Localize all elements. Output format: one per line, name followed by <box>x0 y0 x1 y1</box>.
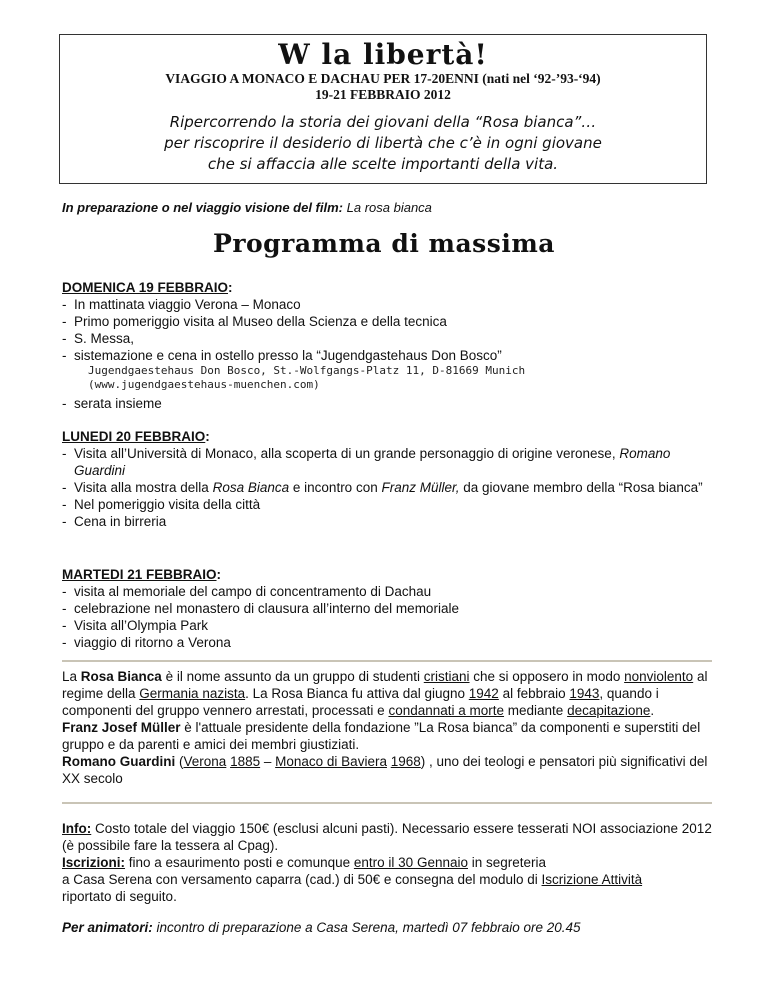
header-box <box>59 34 707 184</box>
list-item: - serata insieme <box>62 395 722 412</box>
info-label: Info: <box>62 821 92 836</box>
motto-line-3: che si affaccia alle scelte importanti della vita. <box>207 155 559 173</box>
motto <box>60 112 706 175</box>
list-item: - Visita alla mostra della Rosa Bianca e incontro con Franz Müller, da giovane membro della “Rosa bianca” <box>62 479 722 496</box>
divider <box>62 802 712 804</box>
film-title: La rosa bianca <box>346 200 432 215</box>
list-item: - Visita all’Università di Monaco, alla scoperta di un grande personaggio di origine veronese, Romano Guardini <box>62 445 722 479</box>
guardini-name: Romano Guardini <box>74 446 671 478</box>
registration-form-ref: Iscrizione Attività <box>541 872 643 887</box>
list-item: - visita al memoriale del campo di concentramento di Dachau <box>62 583 722 600</box>
list-item: - Primo pomeriggio visita al Museo della Scienza e della tecnica <box>62 313 722 330</box>
page-title: W la libertà! <box>278 38 488 71</box>
divider <box>62 660 712 662</box>
list-item: - Visita all’Olympia Park <box>62 617 722 634</box>
tuesday-heading: MARTEDI 21 FEBBRAIO <box>62 567 217 582</box>
list-item: - viaggio di ritorno a Verona <box>62 634 722 651</box>
list-item: - sistemazione e cena in ostello presso la “Jugendgastehaus Don Bosco” <box>62 347 722 364</box>
trip-subtitle: VIAGGIO A MONACO E DACHAU PER 17-20ENNI (nati nel ‘92-’93-‘94) <box>165 71 601 86</box>
guardini-paragraph: Romano Guardini (Verona 1885 – Monaco di Baviera 1968) , uno dei teologi e pensatori più significativi del XX secolo <box>62 754 708 786</box>
info-section: Info: Costo totale del viaggio 150€ (esclusi alcuni pasti). Necessario essere tesserati NOI associazione 2012 (è possibile fare la tessera al Cpag). Iscrizioni: fino a esaurimento posti e comunque entro il 30 Gennaio in segreteria a Casa Serena con versamento caparra (cad.) di 50€ e consegna del modulo di Iscrizione Attività riportato di seguito. Per animatori: incontro di preparazione a Casa Serena, martedì 07 febbraio ore 20.45 <box>62 820 722 936</box>
hostel-website: (www.jugendgaestehaus-muenchen.com) <box>88 378 320 391</box>
cost-info: Info: Costo totale del viaggio 150€ (esclusi alcuni pasti). Necessario essere tesserati NOI associazione 2012 (è possibile fare la tessera al Cpag). <box>62 821 712 853</box>
list-item: - In mattinata viaggio Verona – Monaco <box>62 296 722 313</box>
sunday-heading: DOMENICA 19 FEBBRAIO <box>62 280 229 295</box>
tuesday-section: MARTEDI 21 FEBBRAIO: - visita al memoriale del campo di concentramento di Dachau - celebrazione nel monastero di clausura all’interno del memoriale - Visita all’Olympia Park - viaggio di ritorno a Verona <box>62 566 722 651</box>
registration-label: Iscrizioni: <box>62 855 126 870</box>
registration-info: Iscrizioni: fino a esaurimento posti e comunque entro il 30 Gennaio in segreteria <box>62 855 547 870</box>
program-title: Programma di massima <box>213 229 555 258</box>
list-item: - celebrazione nel monastero di clausura all’interno del memoriale <box>62 600 722 617</box>
trip-dates: 19-21 FEBBRAIO 2012 <box>315 87 451 102</box>
monday-section: LUNEDI 20 FEBBRAIO: - Visita all’Università di Monaco, alla scoperta di un grande personaggio di origine veronese, Romano Guardini - Visita alla mostra della Rosa Bianca e incontro con Franz Müller, da giovane membro della “Rosa bianca” - Nel pomeriggio visita della città - Cena in birreria <box>62 428 722 530</box>
list-item: - Nel pomeriggio visita della città <box>62 496 722 513</box>
muller-paragraph: Franz Josef Müller è l'attuale presidente della fondazione ”La Rosa bianca” da componenti e superstiti del gruppo e da parenti e amici dei membri giustiziati. <box>62 720 701 752</box>
rosa-bianca-paragraph: La Rosa Bianca è il nome assunto da un gruppo di studenti cristiani che si opposero in modo nonviolento al regime della Germania nazista. La Rosa Bianca fu attiva dal giugno 1942 al febbraio 1943, quando i componenti del gruppo vennero arrestati, processati e condannati a morte mediante decapitazione. <box>62 669 708 718</box>
animators-note: Per animatori: incontro di preparazione a Casa Serena, martedì 07 febbraio ore 20.45 <box>62 920 581 935</box>
film-note <box>62 199 432 216</box>
monday-heading: LUNEDI 20 FEBBRAIO <box>62 429 206 444</box>
motto-line-2: per riscoprire il desiderio di libertà che c’è in ogni giovane <box>164 134 602 152</box>
list-item: - S. Messa, <box>62 330 722 347</box>
motto-line-1: Ripercorrendo la storia dei giovani della “Rosa bianca”… <box>169 113 597 131</box>
list-item: - Cena in birreria <box>62 513 722 530</box>
hostel-address: Jugendgaestehaus Don Bosco, St.-Wolfgangs-Platz 11, D-81669 Munich <box>88 364 526 377</box>
rosa-bianca-info <box>62 668 722 787</box>
film-note-label: In preparazione o nel viaggio visione del film: <box>62 200 343 215</box>
sunday-section: DOMENICA 19 FEBBRAIO: - In mattinata viaggio Verona – Monaco - Primo pomeriggio visita al Museo della Scienza e della tecnica - S. Messa, - sistemazione e cena in ostello presso la “Jugendgastehaus Don Bosco” Jugendgaestehaus Don Bosco, St.-Wolfgangs-Platz 11, D-81669 Munich (www.jugendgaestehaus-muenchen.com) - serata insieme <box>62 279 722 412</box>
